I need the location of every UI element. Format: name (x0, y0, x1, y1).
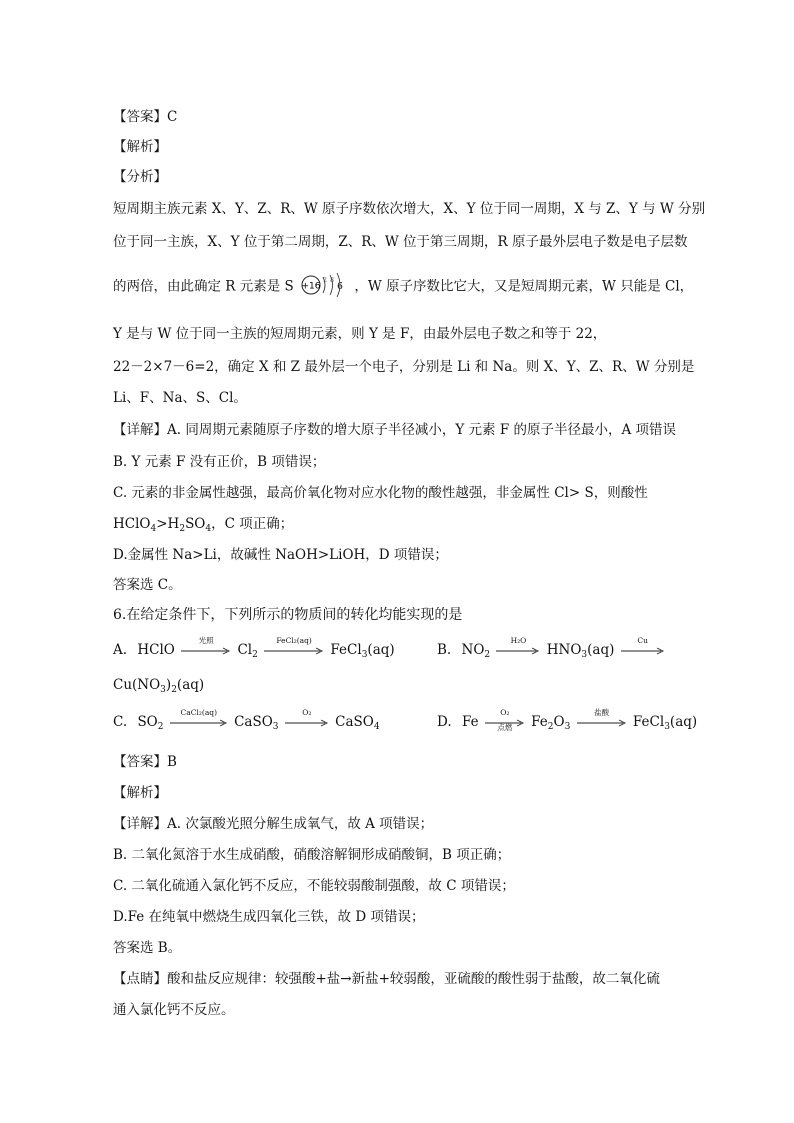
answer-choice-c: 答案选 C。 (113, 577, 182, 593)
option-label: C. (113, 714, 128, 730)
explain-b: B. 二氧化氮溶于水生成硝酸，硝酸溶解铜形成硝酸铜，B 项正确； (113, 847, 511, 863)
option-d (437, 707, 698, 732)
species-tail: (aq) (367, 642, 395, 658)
answer-5: 【答案】C (113, 109, 178, 125)
analysis-heading: 【解析】 (113, 139, 167, 155)
arrow-condition: FeCl₂(aq) (276, 635, 312, 645)
sub: 4 (150, 524, 157, 534)
analysis-line-3-end: ，W 原子序数比它大，又是短周期元素，W 只能是 Cl， (354, 278, 694, 295)
species: SO (137, 714, 158, 730)
atom-shell-1: 2 (323, 277, 328, 284)
analysis-line-2: 位于同一主族，X、Y 位于第二周期，Z、R、W 位于第三周期，R 原子最外层电子数是电子层数 (113, 234, 688, 250)
hclo4: HClO (113, 516, 151, 532)
species-tail: (aq) (176, 677, 205, 693)
sub: 2 (484, 650, 491, 660)
sub: 3 (664, 722, 670, 732)
detail-b: B. Y 元素 F 没有正价，B 项错误； (113, 454, 326, 470)
sub: 3 (564, 722, 571, 732)
species: Fe (461, 714, 479, 730)
arrow-condition: H₂O (510, 635, 527, 645)
sub: 4 (373, 722, 380, 732)
option-b (437, 635, 667, 660)
reaction-arrow (485, 707, 525, 732)
arrow-condition: CaCl₂(aq) (180, 707, 218, 717)
sub: 3 (361, 650, 368, 660)
gt-h: >H (156, 516, 180, 532)
species: HClO (137, 642, 175, 658)
detail-d: D.金属性 Na>Li，故碱性 NaOH>LiOH，D 项错误； (113, 547, 448, 563)
reaction-arrow (577, 707, 627, 727)
paren: ) (165, 677, 172, 693)
explain-c: C. 二氧化硫通入氯化钙不反应，不能较弱酸制强酸，故 C 项错误； (113, 878, 515, 894)
sub: 2 (179, 524, 186, 534)
answer-choice-b: 答案选 B。 (113, 940, 182, 956)
option-label: A. (113, 642, 128, 658)
arrow-condition: Cu (637, 635, 648, 645)
analysis-line-3 (113, 272, 693, 302)
species: Cl (237, 642, 253, 658)
sub: 3 (272, 722, 279, 732)
analysis-line-6: Li、F、Na、S、Cl。 (113, 390, 247, 406)
explain-a: 【详解】A. 次氯酸光照分解生成氧气，故 A 项错误； (113, 816, 434, 832)
answer-6: 【答案】B (113, 754, 177, 770)
option-label: D. (437, 714, 452, 730)
species: CaSO (335, 714, 374, 730)
sub: 2 (252, 650, 258, 660)
explain-d: D.Fe 在纯氧中燃烧生成四氧化三铁，故 D 项错误； (113, 909, 425, 925)
reaction-arrow (170, 707, 228, 727)
reaction-arrow (264, 635, 324, 655)
key-point-line-1: 【点睛】酸和盐反应规律：较强酸+盐→新盐+较弱酸，亚硫酸的酸性弱于盐酸，故二氧化硫 (113, 971, 660, 987)
fenxi-heading: 【分析】 (113, 169, 167, 185)
question-6: 6.在给定条件下，下列所示的物质间的转化均能实现的是 (113, 607, 463, 623)
species: Cu(NO (113, 677, 161, 693)
sulfur-atom-structure-diagram (300, 272, 348, 302)
option-label: B. (437, 642, 452, 658)
atom-shell-3: 6 (337, 282, 343, 292)
option-a (113, 635, 395, 660)
tail: ，C 项正确； (211, 516, 294, 532)
species: FeCl (330, 642, 362, 658)
option-c (113, 707, 380, 732)
species: HNO (546, 642, 582, 658)
analysis-line-1: 短周期主族元素 X、Y、Z、R、W 原子序数依次增大，X、Y 位于同一周期，X 与 Z、Y 与 W 分别 (113, 201, 706, 217)
species: CaSO (234, 714, 273, 730)
so: SO (185, 516, 206, 532)
species: O (553, 714, 565, 730)
species: FeCl (632, 714, 665, 730)
species-tail: (aq) (669, 714, 698, 730)
analysis-line-3-start: 的两倍，由此确定 R 元素是 S (113, 278, 294, 295)
sub: 2 (547, 722, 554, 732)
detail-c-formula (113, 512, 293, 534)
arrow-condition: O₂ (500, 707, 510, 717)
species: Fe (531, 714, 548, 730)
arrow-condition: 盐酸 (594, 707, 610, 717)
reaction-arrow (496, 635, 540, 655)
sub: 3 (160, 685, 166, 695)
detail-a: 【详解】A. 同周期元素随原子序数的增大原子半径减小，Y 元素 F 的原子半径最小，A 项错误 (113, 422, 677, 438)
detail-c: C. 元素的非金属性越强，最高价氧化物对应水化物的酸性越强，非金属性 Cl> S，则酸性 (113, 485, 648, 501)
analysis-line-4: Y 是与 W 位于同一主族的短周期元素，则 Y 是 F，由最外层电子数之和等于 22， (113, 326, 607, 342)
sub: 2 (171, 685, 177, 695)
arrow-condition-below: 点燃 (497, 722, 513, 732)
sub: 4 (205, 524, 212, 534)
reaction-arrow (285, 707, 329, 727)
analysis-heading-2: 【解析】 (113, 785, 167, 801)
analysis-line-5: 22－2×7－6=2，确定 X 和 Z 最外层一个电子，分别是 Li 和 Na。则 X、Y、Z、R、W 分别是 (113, 359, 695, 375)
atom-shell-2: 8 (330, 277, 335, 284)
reaction-arrow (181, 635, 231, 655)
atom-nucleus: +16 (301, 281, 321, 292)
arrow-condition: 光照 (198, 635, 214, 645)
sub: 3 (581, 650, 588, 660)
species: NO (461, 642, 485, 658)
option-b-continued (113, 677, 204, 695)
reaction-arrow (621, 635, 665, 655)
arrow-condition: O₂ (302, 707, 312, 717)
sub: 2 (157, 722, 164, 732)
species-tail: (aq) (587, 642, 615, 658)
key-point-line-2: 通入氯化钙不反应。 (113, 1002, 235, 1018)
